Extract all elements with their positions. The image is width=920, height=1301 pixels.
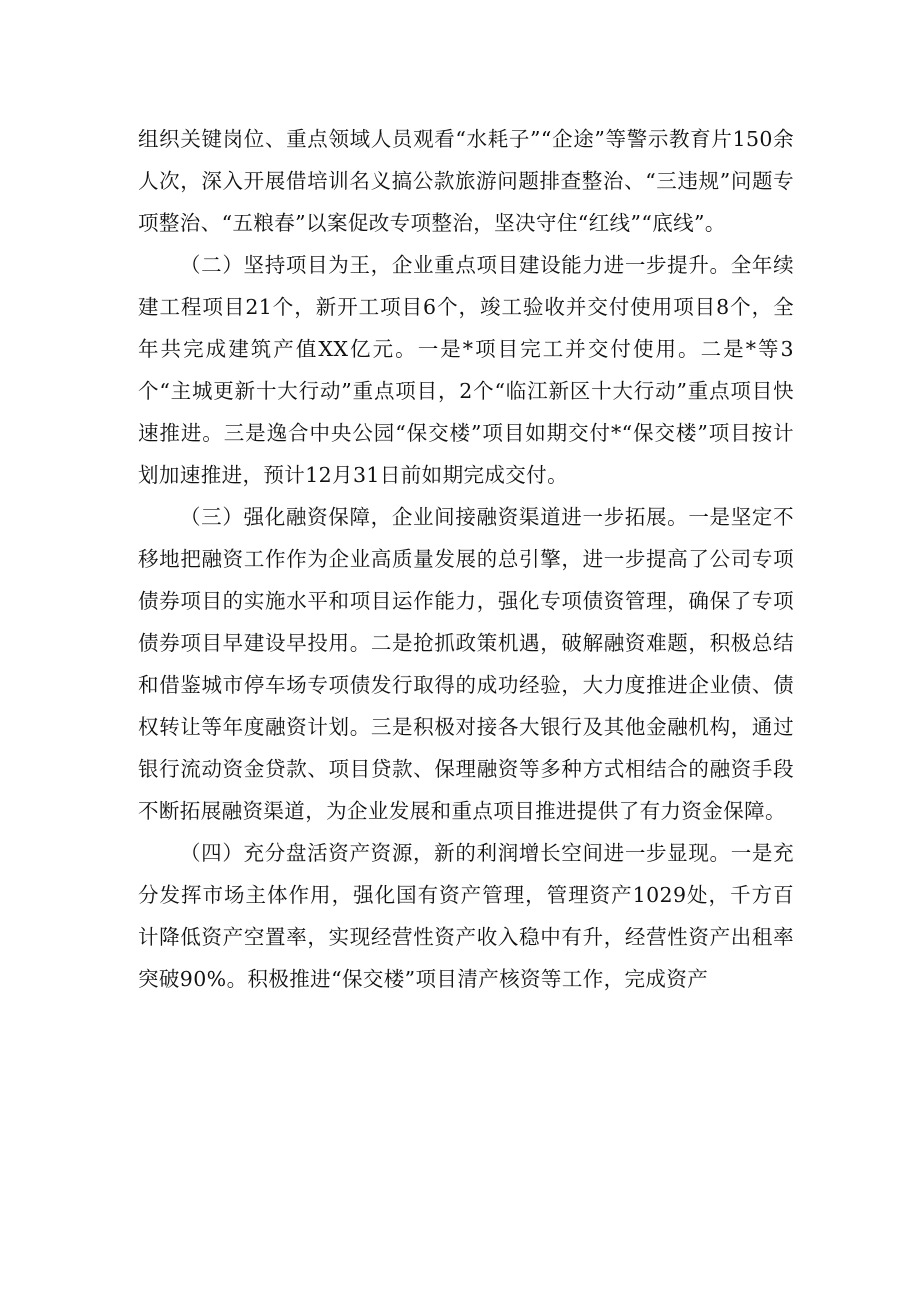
paragraph-financing: （三）强化融资保障，企业间接融资渠道进一步拓展。一是坚定不移地把融资工作作为企业高质量发展的总引擎，进一步提高了公司专项债券项目的实施水平和项目运作能力，强化专项债资管理，确保了专项债券项目早建设早投用。二是抢抓政策机遇，破解融资难题，积极总结和借鉴城市停车场专项债发行取得的成功经验，大力度推进企业债、债权转让等年度融资计划。三是积极对接各大银行及其他金融机构，通过银行流动资金贷款、项目贷款、保理融资等多种方式相结合的融资手段不断拓展融资渠道，为企业发展和重点项目推进提供了有力资金保障。 bbox=[138, 505, 794, 823]
document-body bbox=[138, 118, 794, 1000]
paragraph-asset-revitalization: （四）充分盘活资产资源，新的利润增长空间进一步显现。一是充分发挥市场主体作用，强化国有资产管理，管理资产1029处，千方百计降低资产空置率，实现经营性资产收入稳中有升，经营性资产出租率突破90%。积极推进“保交楼”项目清产核资等工作，完成资产 bbox=[138, 841, 794, 991]
paragraph-discipline-education: 组织关键岗位、重点领域人员观看“水耗子”“企途”等警示教育片150余人次，深入开展借培训名义搞公款旅游问题排查整治、“三违规”问题专项整治、“五粮春”以案促改专项整治，坚决守住“红线”“底线”。 bbox=[138, 127, 794, 235]
paragraph-key-projects: （二）坚持项目为王，企业重点项目建设能力进一步提升。全年续建工程项目21个，新开工项目6个，竣工验收并交付使用项目8个，全年共完成建筑产值XX亿元。一是*项目完工并交付使用。二是*等3个“主城更新十大行动”重点项目，2个“临江新区十大行动”重点项目快速推进。三是逸合中央公园“保交楼”项目如期交付*“保交楼”项目按计划加速推进，预计12月31日前如期完成交付。 bbox=[138, 253, 794, 487]
